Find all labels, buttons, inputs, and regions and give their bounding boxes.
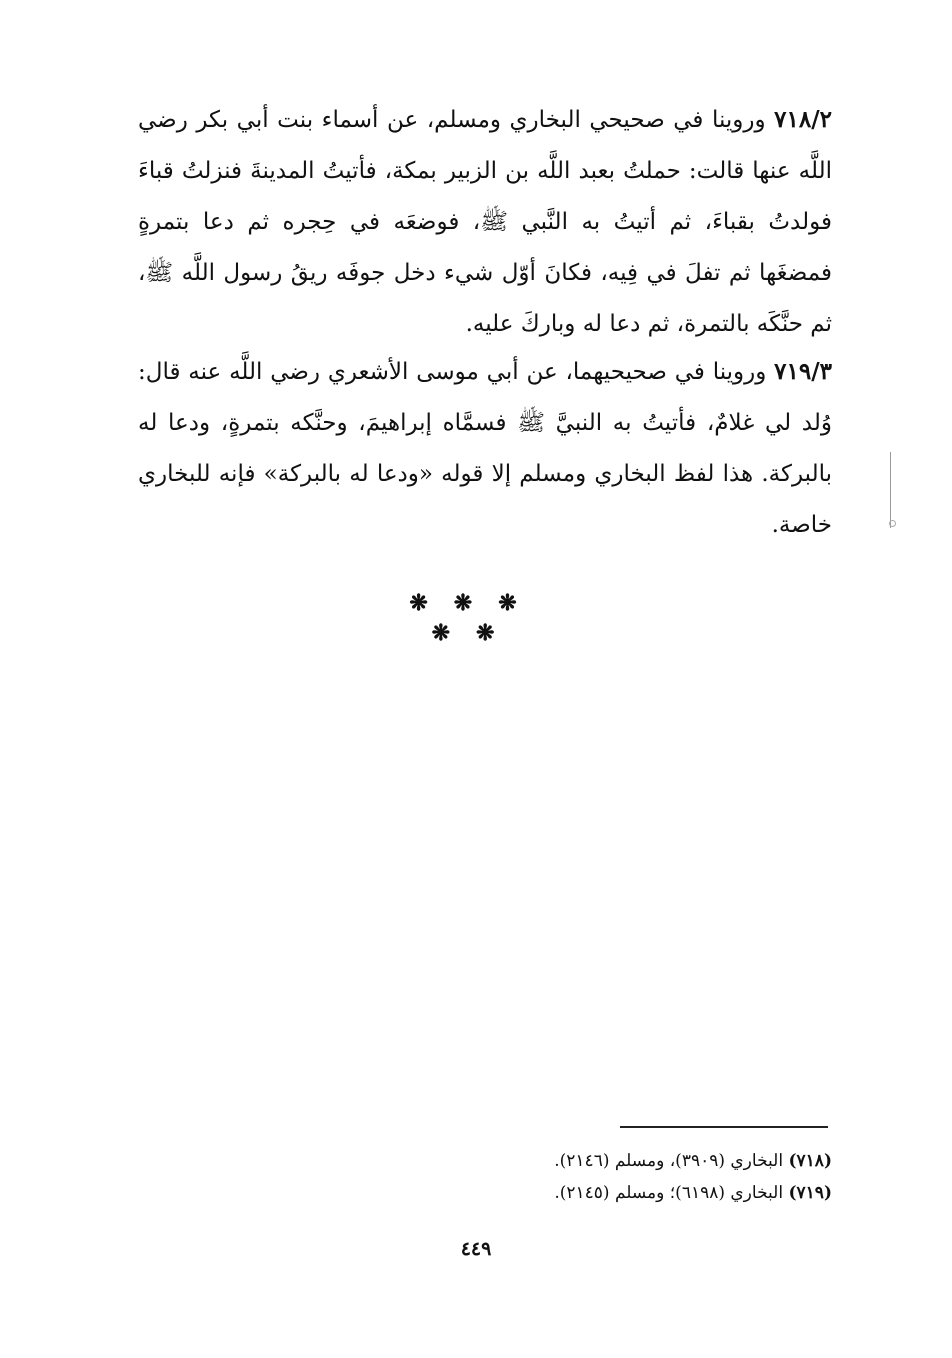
page-number: ٤٤٩ <box>460 1238 492 1260</box>
footnote-text: البخاري (٣٩٠٩)، ومسلم (٢١٤٦). <box>554 1151 789 1171</box>
hadith-text: وروينا في صحيحيهما، عن أبي موسى الأشعري رضي اللَّه عنه قال: وُلد لي غلامٌ، فأتيتُ به النبيَّ ﷺ فسمَّاه إبراهيمَ، وحنَّكه بتمرةٍ، ودعا له بالبركة. هذا لفظ البخاري ومسلم إلا قوله «ودعا له بالبركة» فإنه للبخاري خاصة. <box>138 359 832 538</box>
asterisk-icon: ❋ <box>498 590 543 616</box>
section-separator-top <box>0 592 952 614</box>
scan-margin-line <box>890 452 891 528</box>
hadith-paragraph <box>138 346 832 551</box>
scan-margin-mark <box>889 520 896 527</box>
asterisk-icon: ❋ <box>453 590 499 616</box>
footnote <box>420 1180 832 1206</box>
asterisk-icon: ❋ <box>476 620 521 646</box>
footnote <box>420 1148 832 1174</box>
hadith-paragraph <box>138 94 832 350</box>
hadith-number: ٧١٩/٣ <box>774 358 832 385</box>
hadith-number: ٧١٨/٢ <box>774 106 832 133</box>
footnote-ref: (٧١٨) <box>788 1151 832 1171</box>
hadith-text: وروينا في صحيحي البخاري ومسلم، عن أسماء بنت أبي بكر رضي اللَّه عنها قالت: حملتُ بعبد اللَّه بن الزبير بمكة، فأتيتُ المدينةَ فنزلتُ قباءَ فولدتُ بقباءَ، ثم أتيتُ به النَّبي ﷺ، فوضعَه في حِجره ثم دعا بتمرةٍ فمضغَها ثم تفلَ في فِيه، فكانَ أوّل شيء دخل جوفَه ريقُ رسول اللَّه ﷺ، ثم حنَّكَه بالتمرة، ثم دعا له وباركَ عليه. <box>138 107 832 337</box>
footnote-text: البخاري (٦١٩٨)؛ ومسلم (٢١٤٥). <box>554 1183 789 1203</box>
footnote-ref: (٧١٩) <box>788 1183 832 1203</box>
section-separator-bottom <box>0 622 952 644</box>
footnote-divider <box>620 1126 828 1128</box>
asterisk-icon: ❋ <box>409 590 454 616</box>
asterisk-icon: ❋ <box>431 620 476 646</box>
